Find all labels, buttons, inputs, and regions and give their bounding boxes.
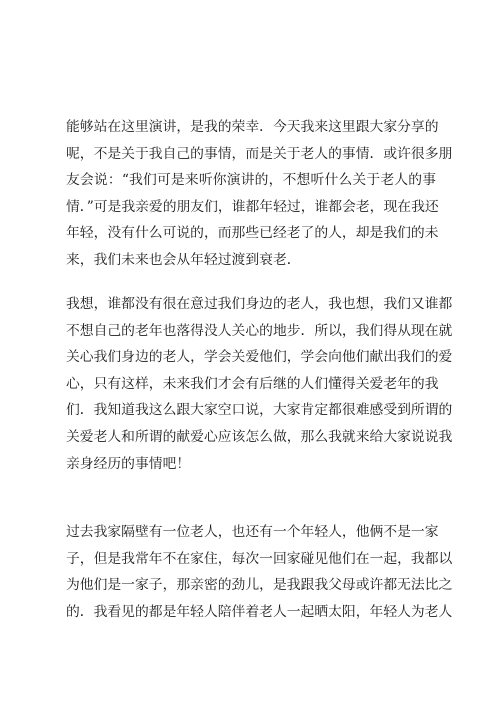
text-line: 关心我们身边的老人，学会关爱他们，学会向他们献出我们的爱: [66, 349, 453, 366]
text-line: 情．”可是我亲爱的朋友们，谁都年轻过，谁都会老，现在我还: [66, 198, 439, 215]
text-line: 子，但是我常年不在家住，每次一回家碰见他们在一起，我都以: [66, 550, 453, 567]
text-line: 过去我家隔壁有一位老人，也还有一个年轻人，他俩不是一家: [66, 524, 439, 540]
text-line: 们．我知道我这么跟大家空口说，大家肯定都很难感受到所谓的: [66, 402, 453, 419]
text-line: 的．我看见的都是年轻人陪伴着老人一起晒太阳，年轻人为老人: [66, 603, 453, 620]
text-line: 为他们是一家子，那亲密的劲儿，是我跟我父母或许都无法比之: [66, 577, 453, 594]
text-line: 呢，不是关于我自己的事情，而是关于老人的事情．或许很多朋: [66, 145, 453, 162]
text-line: 年轻，没有什么可说的，而那些已经老了的人，却是我们的未: [66, 225, 439, 242]
text-line: 关爱老人和所谓的献爱心应该怎么做，那么我就来给大家说说我: [66, 428, 453, 445]
text-line: 我想，谁都没有很在意过我们身边的老人，我也想，我们又谁都: [66, 296, 453, 312]
text-line: 不想自己的老年也落得没人关心的地步．所以，我们得从现在就: [66, 322, 453, 339]
text-line: 来，我们未来也会从年轻过渡到衰老．: [66, 251, 301, 268]
text-line: 友会说：“我们可是来听你演讲的，不想听什么关于老人的事: [66, 172, 436, 189]
paragraph-2: [66, 291, 453, 477]
text-line: 能够站在这里演讲，是我的荣幸．今天我来这里跟大家分享的: [66, 119, 439, 135]
paragraph-3: [66, 519, 453, 625]
text-line: 亲身经历的事情吧！: [66, 455, 191, 472]
text-line: 心，只有这样，未来我们才会有后继的人们懂得关爱老年的我: [66, 375, 439, 392]
paragraph-1: [66, 114, 453, 274]
